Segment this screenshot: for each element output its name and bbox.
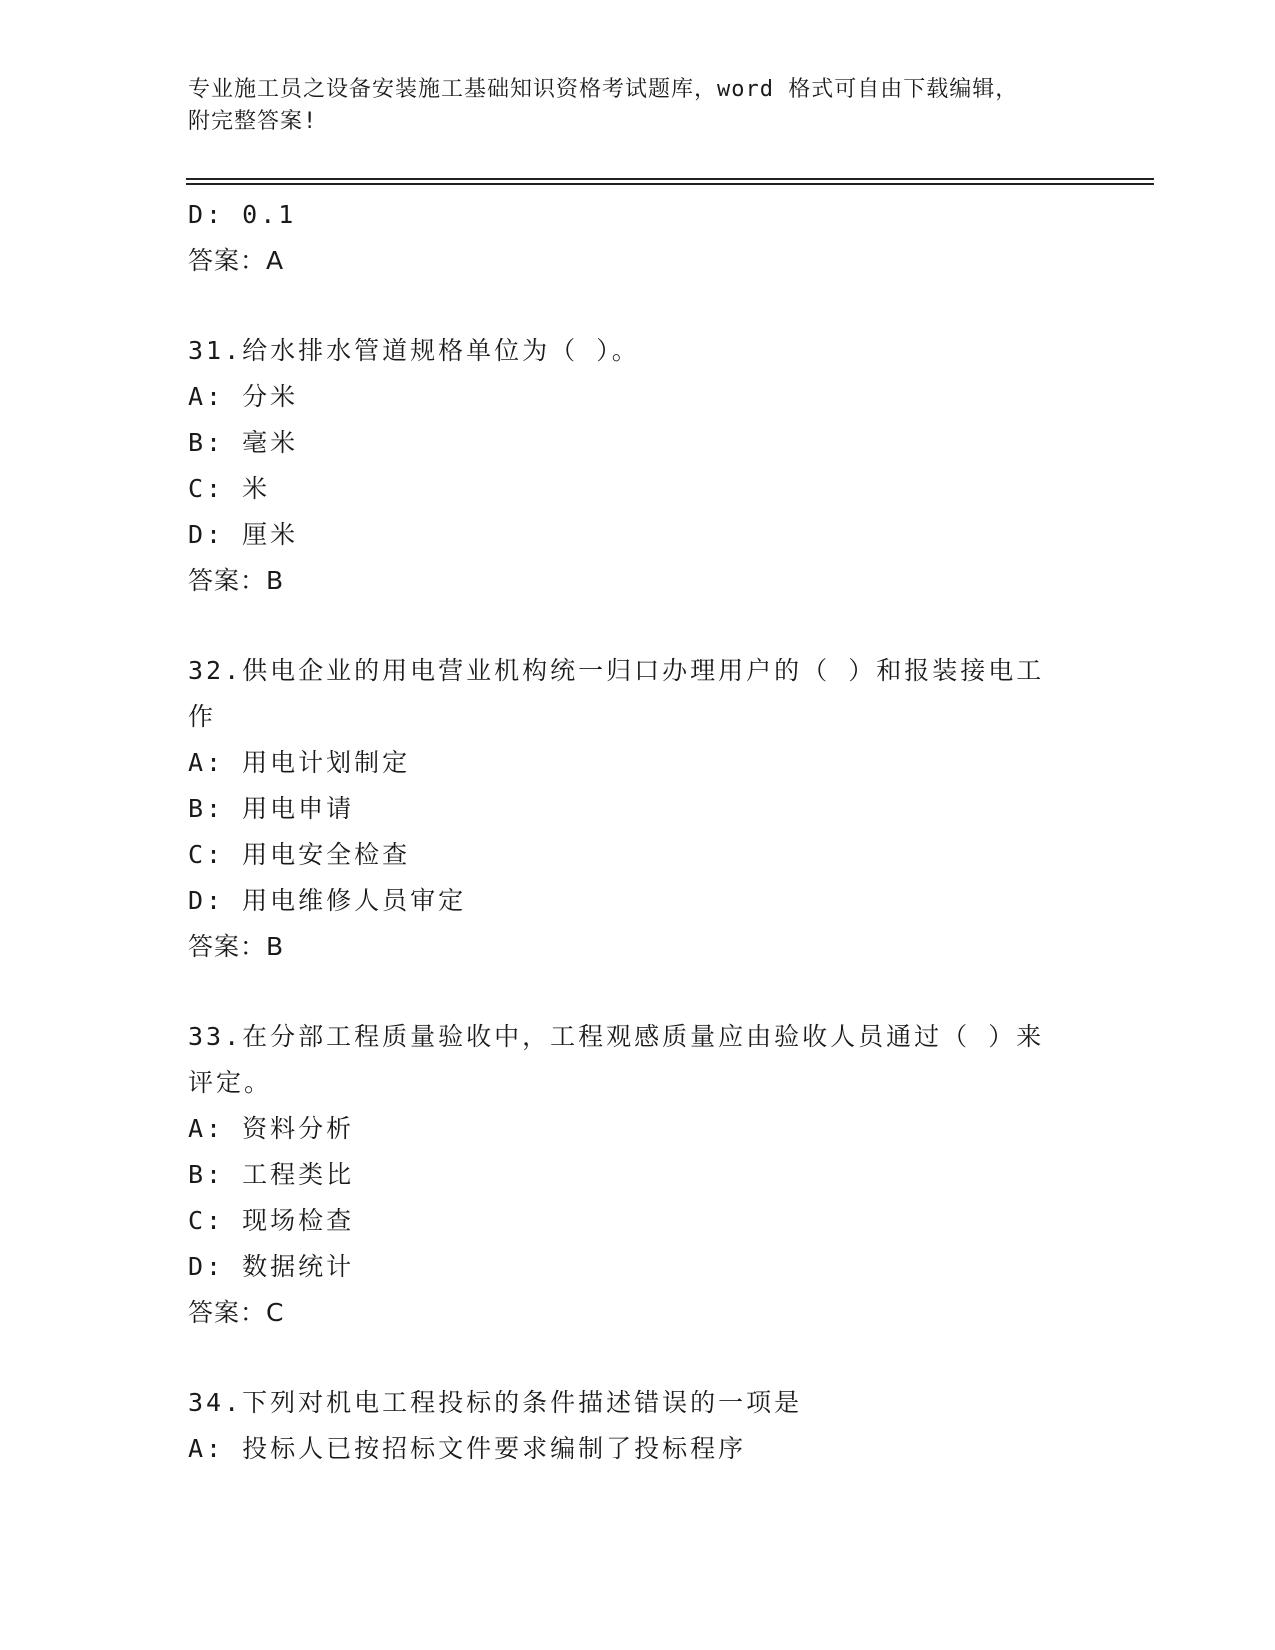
prev-answer: 答案：A: [188, 246, 285, 275]
question-31-option-b: B: 毫米: [188, 428, 299, 457]
question-32-option-a: A: 用电计划制定: [188, 748, 411, 777]
header-line-1: 专业施工员之设备安装施工基础知识资格考试题库，word 格式可自由下载编辑，: [188, 77, 1019, 102]
spacer: [188, 970, 1088, 1014]
question-32-stem-line-2: 作: [188, 702, 217, 731]
prev-option-d: D: 0.1: [188, 200, 297, 229]
question-33-option-a: A: 资料分析: [188, 1114, 355, 1143]
question-33-stem-line-2: 评定。: [188, 1068, 273, 1097]
question-content: [188, 192, 1088, 1472]
question-33-stem-line-1: 33.在分部工程质量验收中，工程观感质量应由验收人员通过（ ）来: [188, 1022, 1045, 1051]
question-31-stem: 31.给水排水管道规格单位为（ ）。: [188, 336, 640, 365]
question-33-answer: 答案：C: [188, 1298, 285, 1327]
spacer: [188, 604, 1088, 648]
question-33-option-b: B: 工程类比: [188, 1160, 355, 1189]
question-32-option-c: C: 用电安全检查: [188, 840, 411, 869]
spacer: [188, 1336, 1088, 1380]
question-34-option-a: A: 投标人已按招标文件要求编制了投标程序: [188, 1434, 747, 1463]
question-31-option-a: A: 分米: [188, 382, 299, 411]
header-rule-bottom: [186, 183, 1154, 185]
question-32-option-d: D: 用电维修人员审定: [188, 886, 467, 915]
question-31-answer: 答案：B: [188, 566, 285, 595]
question-33-option-d: D: 数据统计: [188, 1252, 355, 1281]
question-32-stem-line-1: 32.供电企业的用电营业机构统一归口办理用户的（ ）和报装接电工: [188, 656, 1045, 685]
page-header: [188, 74, 1088, 138]
question-31-option-d: D: 厘米: [188, 520, 299, 549]
question-34-stem: 34.下列对机电工程投标的条件描述错误的一项是: [188, 1388, 803, 1417]
header-line-2: 附完整答案!: [188, 109, 318, 134]
spacer: [188, 284, 1088, 328]
question-32-answer: 答案：B: [188, 932, 285, 961]
header-rule-top: [186, 178, 1154, 180]
question-31-option-c: C: 米: [188, 474, 271, 503]
question-32-option-b: B: 用电申请: [188, 794, 355, 823]
question-33-option-c: C: 现场检查: [188, 1206, 355, 1235]
